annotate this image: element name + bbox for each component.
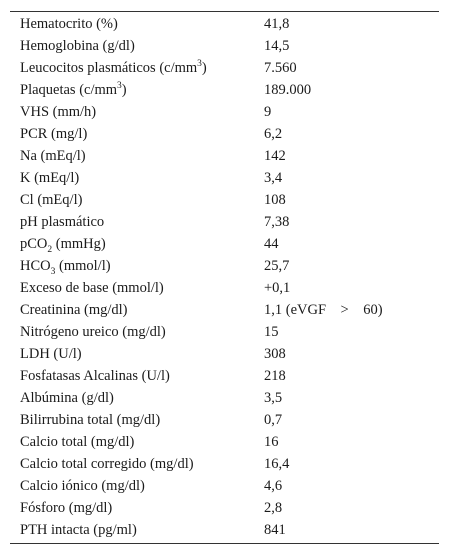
- parameter-text: ): [201, 59, 207, 76]
- table-row: [10, 123, 439, 145]
- superscript: 3: [197, 58, 202, 69]
- parameter-cell: Fosfatasas Alcalinas (U/l): [20, 367, 170, 384]
- table-row: [10, 409, 439, 431]
- table-row: [10, 79, 439, 101]
- value-cell: 6,2: [264, 125, 283, 142]
- value-cell: 9: [264, 103, 272, 120]
- table-row: [10, 13, 439, 35]
- table-row: [10, 365, 439, 387]
- parameter-cell: pH plasmático: [20, 213, 105, 230]
- parameter-cell: Creatinina (mg/dl): [20, 301, 128, 318]
- value-cell: 142: [264, 147, 286, 164]
- parameter-cell: Na (mEq/l): [20, 147, 86, 164]
- table-row: [10, 145, 439, 167]
- superscript: 3: [117, 80, 122, 91]
- value-cell: 2,8: [264, 499, 283, 516]
- table-row: [10, 57, 439, 79]
- value-cell: 3,5: [264, 389, 283, 406]
- table-row: [10, 211, 439, 233]
- parameter-cell: [10, 235, 254, 255]
- table-row: [10, 101, 439, 123]
- value-cell: 189.000: [264, 81, 312, 98]
- parameter-cell: LDH (U/l): [20, 345, 82, 362]
- value-cell: 16,4: [264, 455, 290, 472]
- parameter-text: (mmHg): [52, 235, 106, 252]
- parameter-cell: Hematocrito (%): [20, 15, 118, 32]
- parameter-cell: Cl (mEq/l): [20, 191, 83, 208]
- value-cell: 15: [264, 323, 279, 340]
- parameter-cell: Calcio iónico (mg/dl): [20, 477, 145, 494]
- subscript: 3: [50, 266, 56, 277]
- parameter-text: (mmol/l): [55, 257, 111, 274]
- subscript: 2: [47, 244, 53, 255]
- parameter-cell: VHS (mm/h): [20, 103, 97, 120]
- table-row: [10, 233, 439, 255]
- value-cell: 16: [264, 433, 279, 450]
- parameter-text: Plaquetas (c/mm: [20, 81, 118, 98]
- parameter-cell: Nitrógeno ureico (mg/dl): [20, 323, 166, 340]
- table-row: [10, 299, 439, 321]
- table-row: [10, 343, 439, 365]
- parameter-cell: [10, 257, 254, 277]
- parameter-cell: Calcio total (mg/dl): [20, 433, 135, 450]
- value-cell: +0,1: [264, 279, 291, 296]
- table-row: [10, 475, 439, 497]
- value-cell: 7,38: [264, 213, 290, 230]
- lab-results-table: [10, 11, 439, 544]
- value-cell: 108: [264, 191, 286, 208]
- value-cell: 14,5: [264, 37, 290, 54]
- parameter-cell: Fósforo (mg/dl): [20, 499, 113, 516]
- parameter-cell: PCR (mg/l): [20, 125, 88, 142]
- parameter-cell: Bilirrubina total (mg/dl): [20, 411, 161, 428]
- parameter-text: Leucocitos plasmáticos (c/mm: [20, 59, 198, 76]
- parameter-text: HCO: [20, 257, 51, 274]
- parameter-cell: Exceso de base (mmol/l): [20, 279, 164, 296]
- value-cell: 25,7: [264, 257, 290, 274]
- parameter-text: ): [121, 81, 127, 98]
- table-row: [10, 387, 439, 409]
- parameter-text: pCO: [20, 235, 48, 252]
- table-row: [10, 431, 439, 453]
- table-row: [10, 519, 439, 541]
- value-cell: 3,4: [264, 169, 283, 186]
- value-cell: 41,8: [264, 15, 290, 32]
- parameter-cell: Calcio total corregido (mg/dl): [20, 455, 194, 472]
- parameter-cell: [10, 58, 254, 76]
- table-row: [10, 453, 439, 475]
- value-cell: 4,6: [264, 477, 283, 494]
- value-cell: 7.560: [264, 59, 297, 76]
- parameter-cell: Hemoglobina (g/dl): [20, 37, 135, 54]
- table-row: [10, 497, 439, 519]
- value-cell: 0,7: [264, 411, 283, 428]
- parameter-cell: Albúmina (g/dl): [20, 389, 114, 406]
- table-row: [10, 167, 439, 189]
- value-cell: 1,1 (eVGF > 60): [264, 301, 383, 318]
- value-cell: 308: [264, 345, 286, 362]
- value-cell: 841: [264, 521, 286, 538]
- table-row: [10, 277, 439, 299]
- table-row: [10, 321, 439, 343]
- table-row: [10, 189, 439, 211]
- parameter-cell: PTH intacta (pg/ml): [20, 521, 137, 538]
- value-cell: 44: [264, 235, 279, 252]
- value-cell: 218: [264, 367, 286, 384]
- table-row: [10, 35, 439, 57]
- parameter-cell: [10, 80, 254, 98]
- parameter-cell: K (mEq/l): [20, 169, 80, 186]
- table-row: [10, 255, 439, 277]
